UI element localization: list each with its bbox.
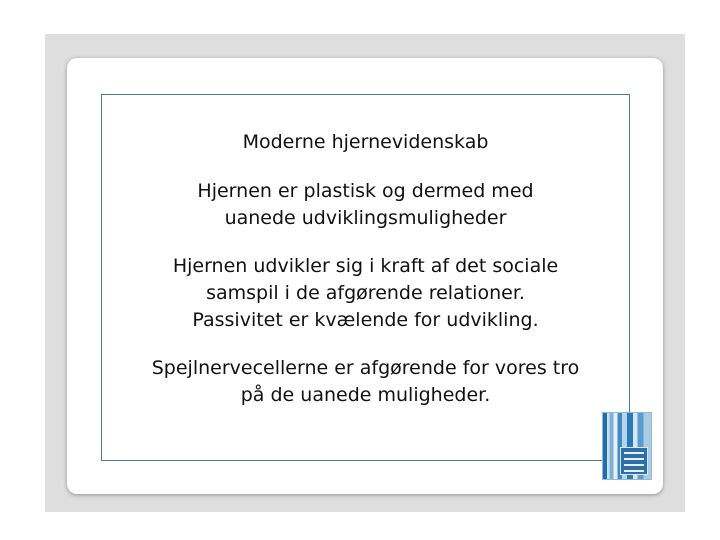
paragraph-line: på de uanede muligheder. xyxy=(240,384,491,406)
paragraph-line: uanede udviklingsmuligheder xyxy=(224,207,507,229)
slide-content xyxy=(101,128,630,430)
paragraph-plasticity xyxy=(101,178,630,232)
paragraph-line: Passivitet er kvælende for udvikling. xyxy=(192,309,539,331)
paragraph-mirror-neurons xyxy=(101,355,630,409)
paragraph-line: samspil i de afgørende relationer. xyxy=(206,282,525,304)
paragraph-social-development xyxy=(101,253,630,334)
slide-title: Moderne hjernevidenskab xyxy=(242,131,489,153)
book-cover-image xyxy=(602,412,652,480)
book-cover-label-panel xyxy=(620,447,648,475)
paragraph-line: Spejlnervecellerne er afgørende for vores tro xyxy=(151,357,580,379)
paragraph-line: Hjernen er plastisk og dermed med xyxy=(197,180,534,202)
paragraph-line: Hjernen udvikler sig i kraft af det sociale xyxy=(172,255,559,277)
